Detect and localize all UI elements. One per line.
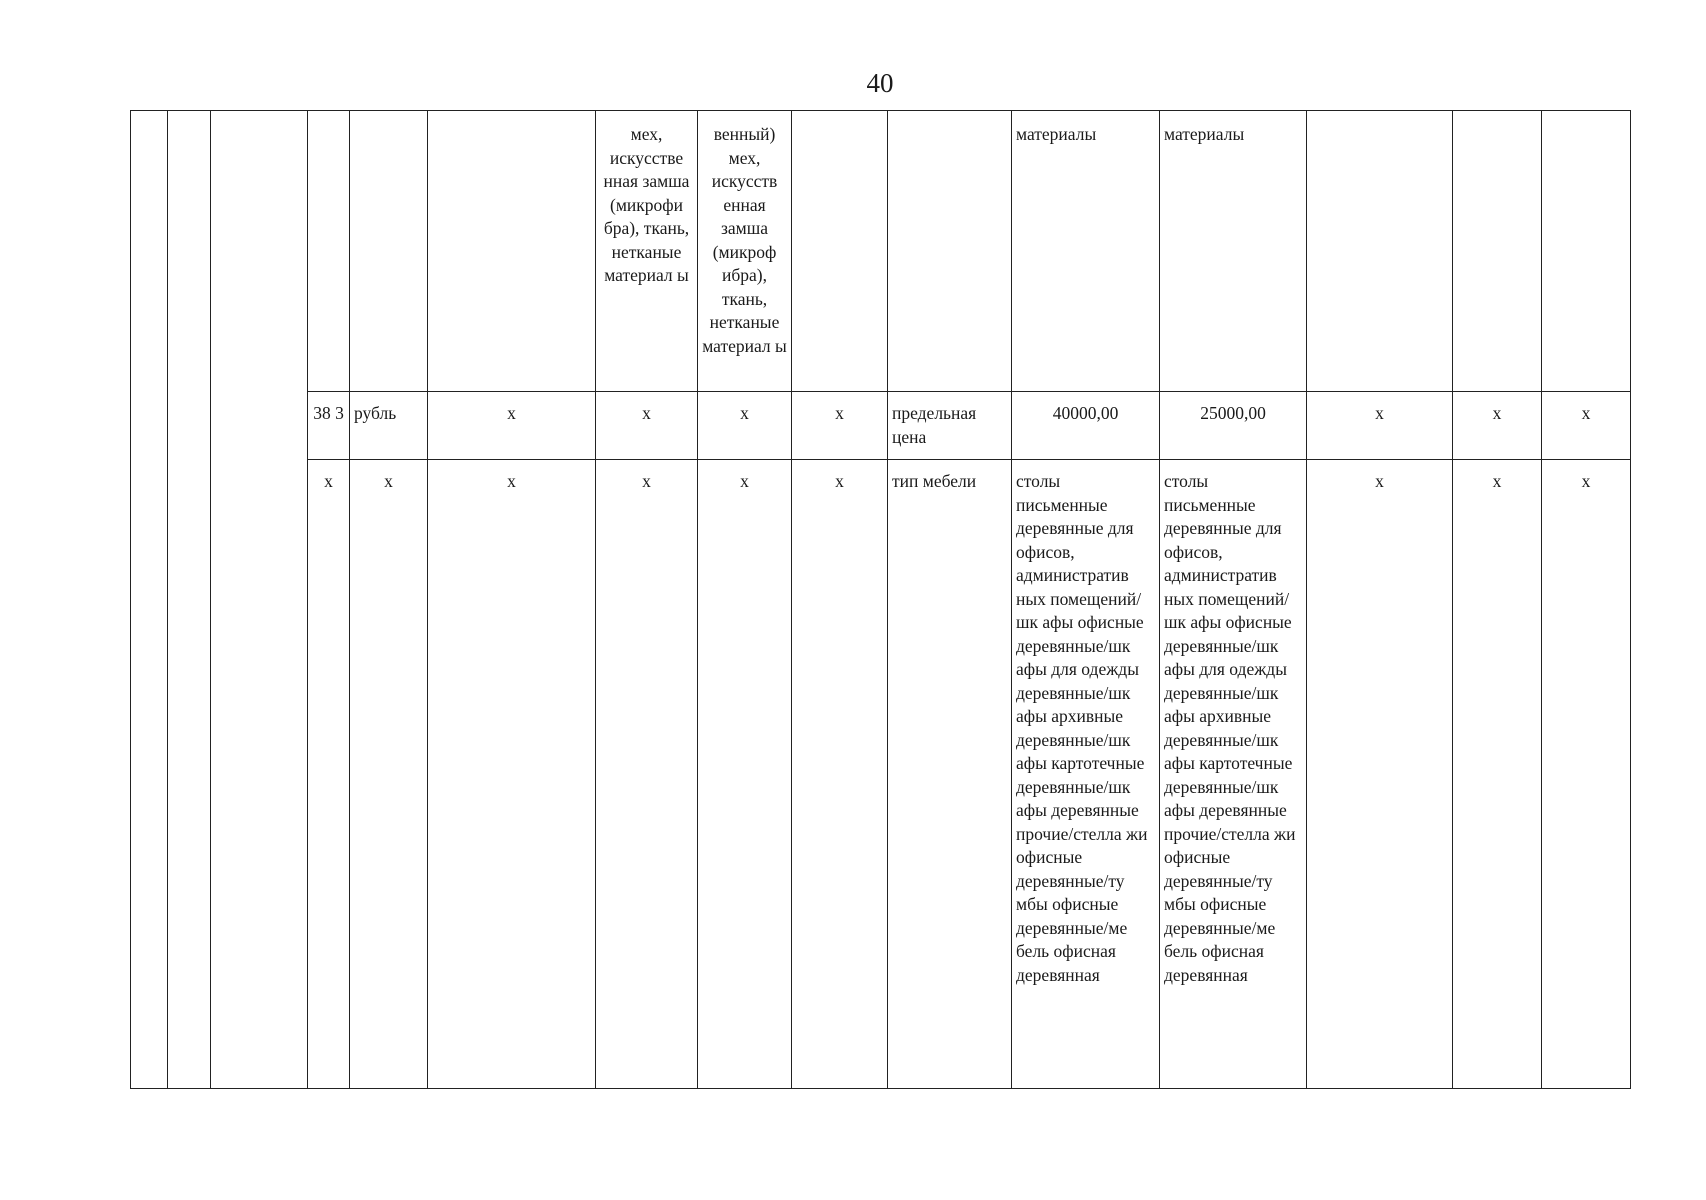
table-cell: х (1453, 460, 1542, 1089)
table-cell: х (428, 460, 596, 1089)
table-cell: х (596, 392, 698, 460)
table-cell (792, 111, 888, 392)
requirements-table (130, 110, 1631, 1089)
table-cell (1307, 111, 1453, 392)
table-cell: 25000,00 (1160, 392, 1307, 460)
table-cell: 40000,00 (1012, 392, 1160, 460)
table-cell: х (1542, 460, 1631, 1089)
table-cell: х (792, 392, 888, 460)
table-cell (350, 111, 428, 392)
table-cell (1453, 111, 1542, 392)
table-row (131, 460, 1631, 1089)
table-cell: х (1307, 392, 1453, 460)
table-cell-col1 (131, 111, 168, 1089)
table-cell-col3 (211, 111, 308, 1089)
table-cell: х (428, 392, 596, 460)
table-cell: предельная цена (888, 392, 1012, 460)
table-cell: столы письменные деревянные для офисов, административ ных помещений/шк афы офисные деревянные/шк афы для одежды деревянные/шк афы архивные деревянные/шк афы картотечные деревянные/шк афы деревянные прочие/стелла жи офисные деревянные/ту мбы офисные деревянные/ме бель офисная деревянная (1012, 460, 1160, 1089)
table-cell: мех, искусстве нная замша (микрофи бра), ткань, нетканые материал ы (596, 111, 698, 392)
table-cell: х (308, 460, 350, 1089)
table-cell: х (1453, 392, 1542, 460)
table-cell: материалы (1012, 111, 1160, 392)
table-cell: х (1307, 460, 1453, 1089)
table-cell: х (698, 392, 792, 460)
table-cell (1542, 111, 1631, 392)
table-cell: материалы (1160, 111, 1307, 392)
table-row (131, 392, 1631, 460)
table-row (131, 111, 1631, 392)
table-cell: х (698, 460, 792, 1089)
page-number: 40 (866, 68, 894, 98)
table-cell: х (596, 460, 698, 1089)
table-cell (888, 111, 1012, 392)
table-cell: х (350, 460, 428, 1089)
table-cell: тип мебели (888, 460, 1012, 1089)
table-cell: х (1542, 392, 1631, 460)
table-cell (428, 111, 596, 392)
table-cell-col2 (168, 111, 211, 1089)
table-cell: рубль (350, 392, 428, 460)
table-cell: х (792, 460, 888, 1089)
table-cell (308, 111, 350, 392)
table-cell: венный) мех, искусств енная замша (микроф ибра), ткань, нетканые материал ы (698, 111, 792, 392)
table-cell: 38 3 (308, 392, 350, 460)
table-cell: столы письменные деревянные для офисов, административ ных помещений/шк афы офисные деревянные/шк афы для одежды деревянные/шк афы архивные деревянные/шк афы картотечные деревянные/шк афы деревянные прочие/стелла жи офисные деревянные/ту мбы офисные деревянные/ме бель офисная деревянная (1160, 460, 1307, 1089)
